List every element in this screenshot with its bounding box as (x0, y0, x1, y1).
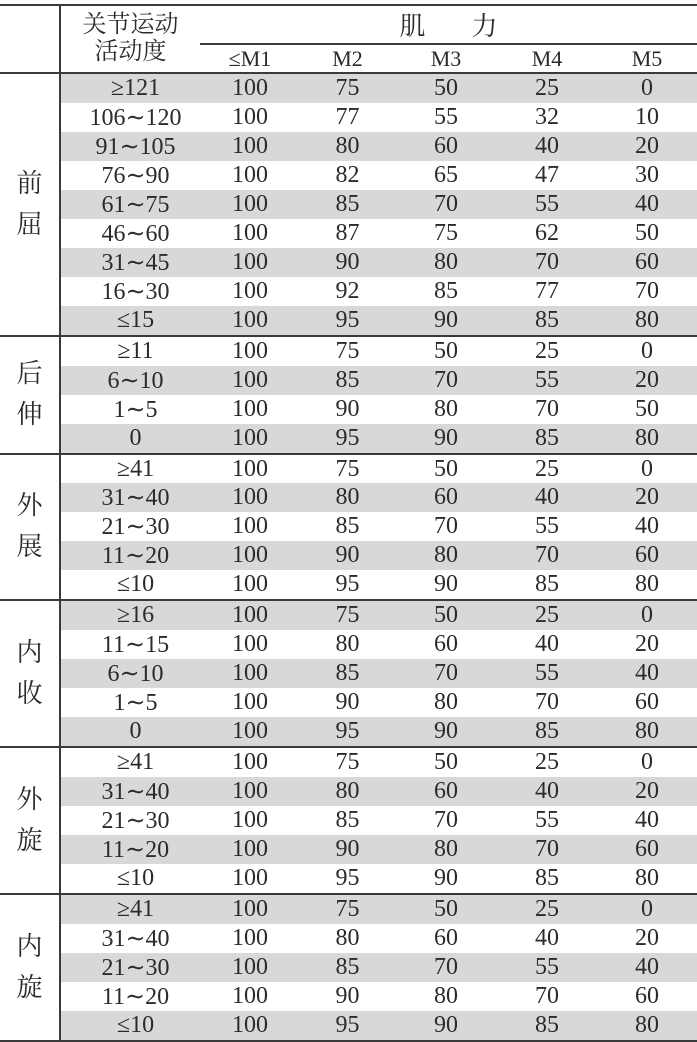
motion-group-label (0, 73, 60, 336)
strength-value-cell: 75 (335, 749, 360, 776)
strength-value-cell: 85 (497, 1011, 597, 1041)
strength-value-cell: 80 (434, 689, 458, 716)
table-row (0, 717, 697, 747)
strength-value-cell: 85 (434, 277, 458, 304)
strength-value-cell: 85 (300, 659, 395, 688)
strength-value-cell: 100 (200, 570, 300, 600)
strength-value-cell: 100 (200, 659, 300, 688)
rom-range-cell: 31∼40 (101, 925, 170, 952)
motion-group-label (0, 600, 60, 747)
muscle-strength-header-cell (200, 5, 697, 44)
strength-value-cell: 70 (497, 835, 597, 864)
rom-range-cell: 1∼5 (113, 396, 158, 423)
strength-value-cell: 70 (434, 807, 458, 834)
strength-value-cell: 100 (232, 337, 268, 364)
strength-value-cell: 100 (232, 455, 268, 482)
strength-value-cell: 55 (497, 190, 597, 219)
strength-value-cell: 95 (300, 717, 395, 747)
strength-value-cell: 55 (535, 513, 559, 540)
strength-value-cell: 80 (300, 132, 395, 161)
strength-value-cell: 70 (395, 366, 497, 395)
strength-value-cell: 40 (597, 953, 697, 982)
motion-group-char: 旋 (16, 972, 43, 1002)
strength-value-cell: 60 (597, 248, 697, 277)
strength-value-cell: 40 (497, 777, 597, 806)
rom-range-cell: 91∼105 (60, 132, 200, 161)
table-row (0, 336, 697, 366)
strength-value-cell: 100 (200, 600, 300, 630)
strength-value-cell: 100 (232, 277, 268, 304)
table-row (0, 190, 697, 219)
strength-value-cell: 100 (200, 424, 300, 454)
rom-range-cell: 11∼20 (101, 983, 170, 1010)
strength-value-cell: 20 (597, 777, 697, 806)
strength-value-cell: 25 (535, 337, 559, 364)
strength-value-cell: 70 (535, 982, 559, 1009)
table-row (0, 630, 697, 659)
strength-value-cell: 75 (300, 600, 395, 630)
strength-col-header-m5: M5 (597, 44, 697, 73)
motion-group-char: 屈 (16, 209, 43, 239)
table-row (0, 982, 697, 1011)
strength-value-cell: 40 (635, 807, 660, 834)
strength-value-cell: 0 (597, 600, 697, 630)
strength-value-cell: 25 (497, 73, 597, 103)
strength-value-cell: 25 (497, 600, 597, 630)
strength-value-cell: 100 (200, 777, 300, 806)
rom-range-cell: 11∼15 (101, 632, 170, 659)
table-row (0, 219, 697, 248)
strength-value-cell: 100 (232, 513, 268, 540)
strength-value-cell: 60 (635, 982, 660, 1009)
strength-value-cell: 80 (395, 541, 497, 570)
strength-col-header-m2: M2 (300, 44, 395, 73)
strength-value-cell: 20 (597, 366, 697, 395)
strength-value-cell: 60 (434, 924, 458, 951)
table-row (0, 864, 697, 894)
strength-value-cell: 60 (395, 777, 497, 806)
strength-value-cell: 40 (497, 483, 597, 512)
table-row (0, 659, 697, 688)
strength-value-cell: 40 (497, 132, 597, 161)
strength-value-cell: 80 (335, 924, 360, 951)
table-row (0, 894, 697, 924)
strength-value-cell: 0 (641, 337, 654, 364)
strength-value-cell: 60 (395, 132, 497, 161)
strength-value-cell: 85 (335, 807, 360, 834)
strength-value-cell: 70 (434, 513, 458, 540)
strength-value-cell: 100 (232, 924, 268, 951)
table-row (0, 541, 697, 570)
motion-group-char: 外 (16, 491, 43, 521)
rom-range-cell: 11∼20 (60, 835, 200, 864)
table-row (0, 806, 697, 835)
strength-value-cell: 85 (300, 953, 395, 982)
strength-value-cell: 90 (335, 689, 360, 716)
strength-value-cell: 20 (635, 924, 660, 951)
table-row (0, 161, 697, 190)
strength-value-cell: 90 (300, 248, 395, 277)
strength-value-cell: 100 (200, 190, 300, 219)
table-row (0, 366, 697, 395)
strength-value-cell: 100 (200, 541, 300, 570)
rom-range-cell: 46∼60 (101, 220, 170, 247)
strength-value-cell: 100 (232, 749, 268, 776)
rom-range-cell: 16∼30 (101, 278, 170, 305)
strength-value-cell: 85 (497, 717, 597, 747)
strength-value-cell: 80 (597, 306, 697, 336)
strength-value-cell: 20 (597, 483, 697, 512)
strength-value-cell: 85 (497, 424, 597, 454)
strength-value-cell: 80 (597, 424, 697, 454)
strength-value-cell: 20 (597, 132, 697, 161)
table-row (0, 483, 697, 512)
strength-value-cell: 62 (535, 219, 559, 246)
strength-value-cell: 95 (300, 570, 395, 600)
strength-value-cell: 95 (300, 424, 395, 454)
table-row (0, 953, 697, 982)
strength-value-cell: 30 (635, 161, 660, 188)
strength-value-cell: 80 (300, 483, 395, 512)
table-row (0, 777, 697, 806)
strength-value-cell: 82 (335, 161, 360, 188)
table-row (0, 132, 697, 161)
strength-value-cell: 80 (597, 717, 697, 747)
table-row (0, 395, 697, 424)
rom-muscle-strength-table (0, 4, 697, 1042)
rom-range-cell: ≤15 (60, 306, 200, 336)
rom-range-cell: 21∼30 (60, 953, 200, 982)
strength-value-cell: 100 (200, 73, 300, 103)
strength-value-cell: 100 (232, 103, 268, 130)
strength-value-cell: 0 (597, 73, 697, 103)
strength-value-cell: 50 (635, 219, 660, 246)
strength-value-cell: 32 (535, 103, 559, 130)
strength-value-cell: 100 (232, 807, 268, 834)
strength-value-cell: 60 (395, 483, 497, 512)
strength-value-cell: 55 (497, 659, 597, 688)
strength-value-cell: 55 (535, 807, 559, 834)
strength-value-cell: 95 (300, 864, 395, 894)
rom-range-cell: ≥41 (116, 749, 155, 776)
strength-value-cell: 100 (200, 953, 300, 982)
rom-range-cell: 31∼40 (60, 777, 200, 806)
rom-range-cell: 0 (60, 424, 200, 454)
strength-value-cell: 0 (597, 894, 697, 924)
strength-value-cell: 70 (497, 248, 597, 277)
rom-range-cell: ≤10 (60, 1011, 200, 1041)
motion-group-char: 伸 (16, 400, 43, 430)
motion-group-char: 展 (16, 532, 43, 562)
rom-range-cell: ≥121 (60, 73, 200, 103)
strength-col-header-m1: ≤M1 (200, 44, 300, 73)
strength-value-cell: 70 (395, 190, 497, 219)
strength-value-cell: 90 (395, 717, 497, 747)
strength-value-cell: 90 (395, 306, 497, 336)
muscle-header-char: 力 (471, 12, 498, 41)
rom-range-cell: ≥11 (117, 337, 154, 364)
rom-range-cell: 76∼90 (101, 162, 170, 189)
muscle-header-char: 肌 (399, 12, 426, 41)
table-row (0, 688, 697, 717)
strength-value-cell: 85 (497, 306, 597, 336)
strength-value-cell: 100 (200, 864, 300, 894)
strength-value-cell: 80 (597, 570, 697, 600)
table-row (0, 424, 697, 454)
strength-col-header-m4: M4 (497, 44, 597, 73)
strength-value-cell: 70 (497, 541, 597, 570)
strength-value-cell: 90 (335, 395, 360, 422)
strength-value-cell: 80 (434, 982, 458, 1009)
rom-range-cell: 1∼5 (113, 690, 158, 717)
strength-value-cell: 50 (434, 455, 458, 482)
rom-range-cell: 31∼45 (60, 248, 200, 277)
strength-value-cell: 75 (335, 455, 360, 482)
strength-value-cell: 75 (300, 73, 395, 103)
strength-value-cell: 60 (597, 835, 697, 864)
strength-value-cell: 50 (395, 600, 497, 630)
rom-range-cell: 61∼75 (60, 190, 200, 219)
strength-value-cell: 90 (300, 541, 395, 570)
table-row (0, 454, 697, 484)
strength-value-cell: 60 (597, 541, 697, 570)
strength-value-cell: 75 (300, 894, 395, 924)
strength-value-cell: 55 (497, 953, 597, 982)
strength-value-cell: 85 (300, 366, 395, 395)
rom-range-cell: ≥16 (60, 600, 200, 630)
rom-range-cell: 6∼10 (60, 366, 200, 395)
strength-value-cell: 95 (300, 306, 395, 336)
strength-value-cell: 80 (395, 835, 497, 864)
strength-value-cell: 90 (300, 835, 395, 864)
strength-value-cell: 100 (232, 161, 268, 188)
rom-header-line1: 关节运动 (82, 12, 179, 38)
strength-value-cell: 70 (535, 689, 559, 716)
strength-value-cell: 0 (641, 455, 654, 482)
rom-header-cell (60, 5, 200, 73)
motion-group-label (0, 894, 60, 1041)
motion-group-label (0, 336, 60, 454)
strength-value-cell: 90 (395, 864, 497, 894)
rom-range-cell: 6∼10 (60, 659, 200, 688)
motion-group-label (0, 747, 60, 894)
strength-value-cell: 80 (395, 248, 497, 277)
motion-group-char: 后 (16, 359, 43, 389)
strength-value-cell: 90 (395, 424, 497, 454)
table-row (0, 924, 697, 953)
strength-value-cell: 10 (635, 103, 660, 130)
table-row (0, 306, 697, 336)
rom-header-line2: 活动度 (94, 39, 167, 65)
strength-value-cell: 80 (597, 1011, 697, 1041)
strength-value-cell: 100 (232, 219, 268, 246)
strength-value-cell: 100 (200, 306, 300, 336)
strength-value-cell: 40 (535, 631, 559, 658)
table-row (0, 747, 697, 777)
strength-value-cell: 0 (641, 749, 654, 776)
strength-value-cell: 92 (335, 277, 360, 304)
strength-value-cell: 85 (497, 570, 597, 600)
motion-group-char: 前 (16, 168, 43, 198)
table-row (0, 1011, 697, 1041)
strength-value-cell: 70 (535, 395, 559, 422)
strength-value-cell: 80 (300, 777, 395, 806)
strength-value-cell: 100 (200, 132, 300, 161)
strength-value-cell: 70 (395, 953, 497, 982)
strength-value-cell: 50 (395, 73, 497, 103)
strength-value-cell: 25 (535, 749, 559, 776)
table-row (0, 512, 697, 541)
rom-range-cell: 31∼40 (60, 483, 200, 512)
strength-value-cell: 55 (497, 366, 597, 395)
strength-value-cell: 20 (635, 631, 660, 658)
strength-value-cell: 47 (535, 161, 559, 188)
scanned-table-page (0, 4, 697, 1038)
strength-value-cell: 40 (597, 190, 697, 219)
strength-value-cell: 100 (200, 1011, 300, 1041)
strength-value-cell: 25 (535, 455, 559, 482)
header-row-top (0, 5, 697, 44)
table-row (0, 103, 697, 132)
motion-group-char: 内 (16, 931, 43, 961)
strength-value-cell: 50 (395, 894, 497, 924)
strength-value-cell: 77 (335, 103, 360, 130)
strength-value-cell: 77 (535, 277, 559, 304)
strength-value-cell: 100 (232, 395, 268, 422)
strength-value-cell: 87 (335, 219, 360, 246)
strength-value-cell: 60 (635, 689, 660, 716)
strength-value-cell: 75 (434, 219, 458, 246)
strength-value-cell: 70 (395, 659, 497, 688)
strength-value-cell: 100 (200, 483, 300, 512)
motion-group-header-cell (0, 5, 60, 73)
strength-value-cell: 100 (200, 366, 300, 395)
strength-value-cell: 65 (434, 161, 458, 188)
strength-value-cell: 80 (597, 864, 697, 894)
rom-range-cell: 21∼30 (101, 808, 170, 835)
motion-group-char: 收 (16, 679, 43, 709)
rom-range-cell: 106∼120 (89, 104, 182, 131)
strength-value-cell: 85 (300, 190, 395, 219)
rom-range-cell: ≤10 (60, 864, 200, 894)
strength-value-cell: 90 (395, 570, 497, 600)
strength-value-cell: 100 (200, 248, 300, 277)
strength-value-cell: 40 (635, 513, 660, 540)
motion-group-char: 外 (16, 785, 43, 815)
motion-group-char: 旋 (16, 826, 43, 856)
strength-value-cell: 70 (635, 277, 660, 304)
strength-value-cell: 55 (434, 103, 458, 130)
strength-value-cell: 95 (300, 1011, 395, 1041)
strength-value-cell: 75 (335, 337, 360, 364)
strength-value-cell: 80 (434, 395, 458, 422)
strength-value-cell: 40 (597, 659, 697, 688)
strength-value-cell: 50 (635, 395, 660, 422)
rom-range-cell: 21∼30 (101, 514, 170, 541)
strength-value-cell: 100 (200, 894, 300, 924)
strength-value-cell: 100 (232, 982, 268, 1009)
strength-value-cell: 50 (434, 337, 458, 364)
strength-value-cell: 85 (335, 513, 360, 540)
table-row (0, 570, 697, 600)
strength-value-cell: 100 (232, 631, 268, 658)
motion-group-label (0, 454, 60, 601)
strength-value-cell: 100 (232, 689, 268, 716)
strength-value-cell: 90 (395, 1011, 497, 1041)
table-row (0, 600, 697, 630)
strength-value-cell: 50 (434, 749, 458, 776)
rom-range-cell: 0 (60, 717, 200, 747)
strength-value-cell: 100 (200, 835, 300, 864)
strength-value-cell: 60 (434, 631, 458, 658)
table-body (0, 73, 697, 1041)
table-row (0, 248, 697, 277)
table-row (0, 73, 697, 103)
strength-value-cell: 85 (497, 864, 597, 894)
strength-value-cell: 40 (535, 924, 559, 951)
motion-group-char: 内 (16, 638, 43, 668)
strength-value-cell: 25 (497, 894, 597, 924)
rom-range-cell: 11∼20 (60, 541, 200, 570)
rom-range-cell: ≥41 (116, 455, 155, 482)
strength-value-cell: 100 (200, 717, 300, 747)
strength-col-header-m3: M3 (395, 44, 497, 73)
rom-range-cell: ≥41 (60, 894, 200, 924)
table-row (0, 277, 697, 306)
rom-range-cell: ≤10 (60, 570, 200, 600)
strength-value-cell: 90 (335, 982, 360, 1009)
strength-value-cell: 80 (335, 631, 360, 658)
table-row (0, 835, 697, 864)
